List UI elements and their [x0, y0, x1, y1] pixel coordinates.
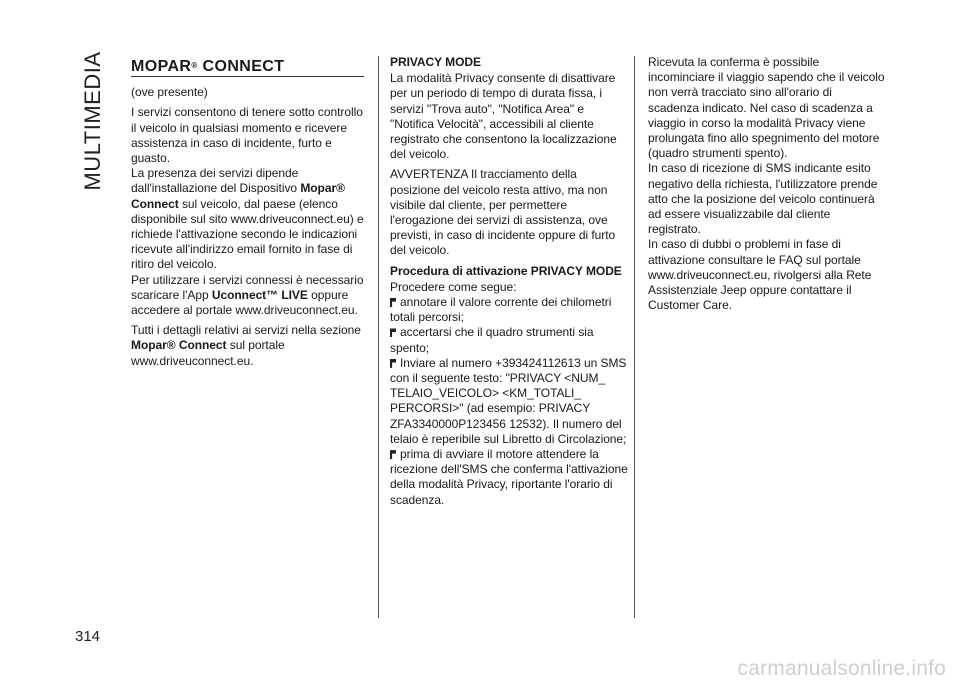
- confirmation-paragraph: Ricevuta la conferma è possibile incominciare il viaggio sapendo che il veicolo non verrà tracciato sino all'orario di scadenza indicato. Nel caso di scadenza a viaggio in corso la modalità Privacy viene prolungata fino allo spegnimento del motore (quadro strumenti spento).: [648, 55, 885, 161]
- help-paragraph: In caso di dubbi o problemi in fase di attivazione consultare le FAQ sul portale www.driveuconnect.eu, rivolgersi alla Rete Assistenziale Jeep oppure contattare il Customer Care.: [648, 237, 872, 313]
- procedure-heading: Procedura di attivazione PRIVACY MODE: [390, 263, 622, 278]
- privacy-heading: PRIVACY MODE: [390, 55, 481, 69]
- column-confirmation: [648, 55, 886, 318]
- bullet-icon: [390, 298, 396, 307]
- watermark: carmanualsonline.info: [737, 657, 946, 680]
- procedure-intro: Procedere come segue:: [390, 279, 517, 294]
- section-label: MULTIMEDIA: [80, 51, 105, 191]
- privacy-paragraph: La modalità Privacy consente di disattivare per un periodo di tempo di durata fissa, i servizi "Trova auto", "Notifica Area" e "Notifica Velocità", accessibili al cliente registrato che consentono la localizzazione del veicolo.: [390, 71, 617, 162]
- device-paragraph: La presenza dei servizi dipende dall'installazione del Dispositivo Mopar® Connect sul veicolo, dal paese (elenco disponibile sul sito www.driveuconnect.eu) e richiede l'attivazione secondo le indicazioni ricevute all'indirizzo email fornito in fase di ritiro del veicolo.: [131, 166, 364, 272]
- column-mopar-connect: [131, 55, 367, 374]
- warning-paragraph: AVVERTENZA Il tracciamento della posizione del veicolo resta attivo, ma non visibile dal cliente, per permettere l'erogazione dei servizi di assistenza, ove previsti, in caso di incidente oppure di furto del veicolo.: [390, 167, 616, 258]
- negative-result-paragraph: In caso di ricezione di SMS indicante esito negativo della richiesta, l'utilizzatore prende atto che la posizione del veicolo continuerà ad essere visualizzabile dal cliente registrato.: [648, 161, 878, 237]
- section-title: MOPAR® CONNECT: [131, 59, 364, 77]
- availability-note: (ove presente): [131, 85, 208, 100]
- column-privacy-mode: [390, 55, 628, 508]
- details-paragraph: Tutti i dettagli relativi ai servizi nella sezione Mopar® Connect sul portale www.driveuconnect.eu.: [131, 323, 361, 368]
- bullet-icon: [390, 359, 396, 368]
- column-divider-right: [634, 56, 635, 618]
- list-item: accertarsi che il quadro strumenti sia spento;: [390, 325, 594, 355]
- list-item: annotare il valore corrente dei chilometri totali percorsi;: [390, 295, 612, 325]
- page-number: 314: [75, 628, 101, 645]
- app-paragraph: Per utilizzare i servizi connessi è necessario scaricare l'App Uconnect™ LIVE oppure accedere al portale www.driveuconnect.eu.: [131, 272, 364, 318]
- registered-mark: ®: [191, 61, 198, 70]
- bullet-icon: [390, 450, 396, 459]
- bullet-icon: [390, 328, 396, 337]
- list-item: Inviare al numero +393424112613 un SMS con il seguente testo: "PRIVACY <NUM_ TELAIO_VEICOLO> <KM_TOTALI_ PERCORSI>" (ad esempio: PRIVACY ZFA3340000P123456 12532). Il numero del telaio è reperibile sul Libretto di Circolazione;: [390, 355, 627, 446]
- list-item: prima di avviare il motore attendere la ricezione dell'SMS che conferma l'attivazione della modalità Privacy, riportante l'orario di scadenza.: [390, 447, 628, 507]
- intro-paragraph: I servizi consentono di tenere sotto controllo il veicolo in qualsiasi momento e ricevere assistenza in caso di incidente, furto e guasto.: [131, 105, 363, 166]
- column-divider-left: [378, 56, 379, 618]
